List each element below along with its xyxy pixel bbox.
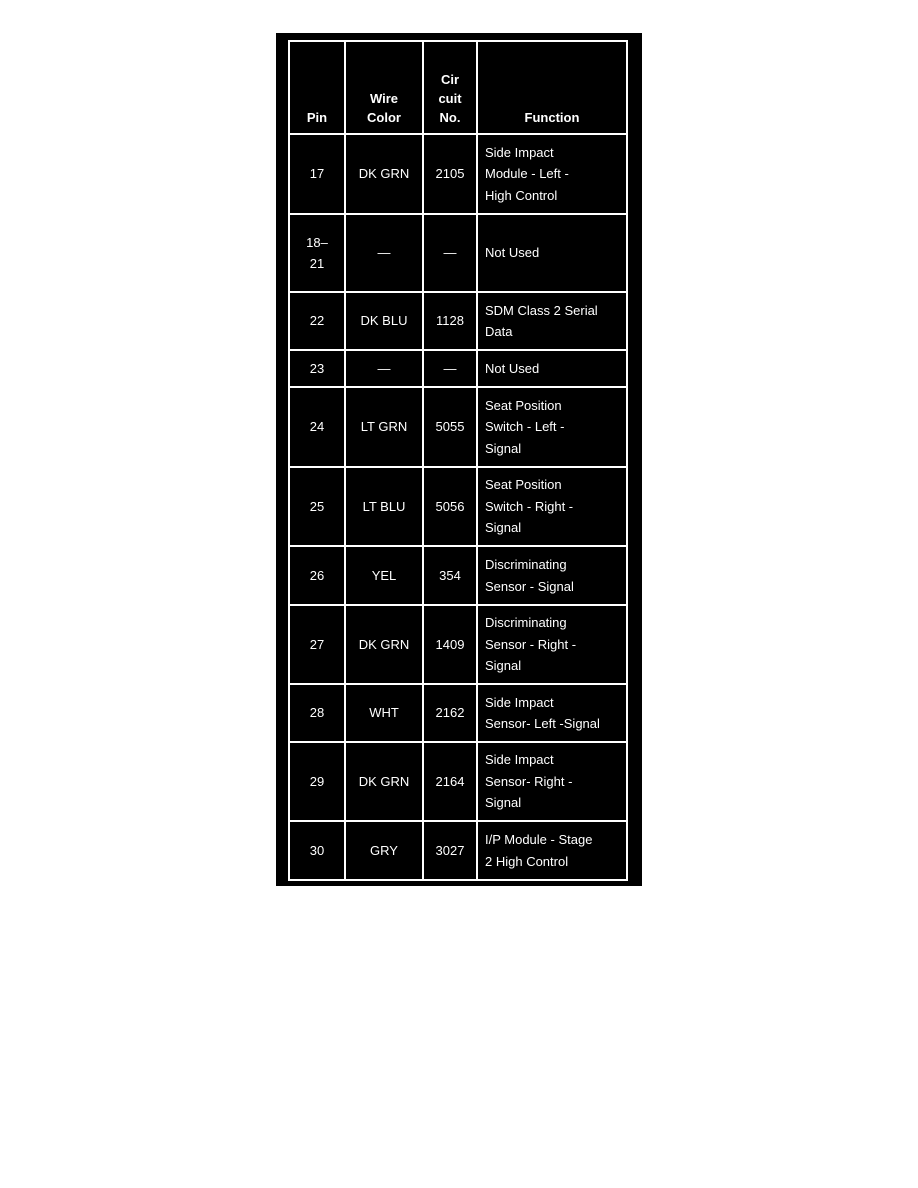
circuit-cell: 5055: [423, 387, 477, 467]
table-row: [289, 821, 627, 880]
function-cell: Not Used: [477, 214, 627, 292]
pin-cell: 23: [289, 350, 345, 387]
pin-cell: 30: [289, 821, 345, 880]
wire-color-cell: GRY: [345, 821, 423, 880]
table-header-row: [289, 41, 627, 134]
pin-cell: 29: [289, 742, 345, 821]
pin-cell: 22: [289, 292, 345, 350]
wire-color-cell: DK GRN: [345, 134, 423, 214]
circuit-cell: 354: [423, 546, 477, 605]
connector-pinout-table: [288, 40, 628, 881]
circuit-cell: 2164: [423, 742, 477, 821]
table-row: [289, 292, 627, 350]
pin-cell: 17: [289, 134, 345, 214]
pin-cell: 24: [289, 387, 345, 467]
table-row: [289, 387, 627, 467]
circuit-cell: 1409: [423, 605, 477, 684]
wire-color-cell: —: [345, 214, 423, 292]
circuit-cell: 3027: [423, 821, 477, 880]
table-row: [289, 546, 627, 605]
function-cell: Discriminating Sensor - Signal: [477, 546, 627, 605]
connector-table-panel: [276, 33, 642, 886]
circuit-cell: 2105: [423, 134, 477, 214]
table-row: [289, 134, 627, 214]
header-wire-color: Wire Color: [345, 41, 423, 134]
circuit-cell: 1128: [423, 292, 477, 350]
circuit-cell: 5056: [423, 467, 477, 546]
wire-color-cell: WHT: [345, 684, 423, 742]
function-cell: Discriminating Sensor - Right - Signal: [477, 605, 627, 684]
circuit-cell: 2162: [423, 684, 477, 742]
circuit-cell: —: [423, 214, 477, 292]
function-cell: Side Impact Sensor- Left -Signal: [477, 684, 627, 742]
table-row: [289, 467, 627, 546]
table-row: [289, 684, 627, 742]
function-cell: Side Impact Module - Left - High Control: [477, 134, 627, 214]
circuit-cell: —: [423, 350, 477, 387]
pin-cell: 28: [289, 684, 345, 742]
function-cell: Seat Position Switch - Left - Signal: [477, 387, 627, 467]
wire-color-cell: —: [345, 350, 423, 387]
wire-color-cell: LT BLU: [345, 467, 423, 546]
pin-cell: 18– 21: [289, 214, 345, 292]
table-row: [289, 350, 627, 387]
function-cell: Not Used: [477, 350, 627, 387]
wire-color-cell: DK BLU: [345, 292, 423, 350]
function-cell: SDM Class 2 Serial Data: [477, 292, 627, 350]
table-row: [289, 605, 627, 684]
function-cell: I/P Module - Stage 2 High Control: [477, 821, 627, 880]
header-circuit-no: Cir cuit No.: [423, 41, 477, 134]
function-cell: Seat Position Switch - Right - Signal: [477, 467, 627, 546]
pin-cell: 25: [289, 467, 345, 546]
function-cell: Side Impact Sensor- Right - Signal: [477, 742, 627, 821]
pin-cell: 26: [289, 546, 345, 605]
header-function: Function: [477, 41, 627, 134]
header-pin: Pin: [289, 41, 345, 134]
wire-color-cell: LT GRN: [345, 387, 423, 467]
wire-color-cell: YEL: [345, 546, 423, 605]
table-row: [289, 742, 627, 821]
table-row: [289, 214, 627, 292]
wire-color-cell: DK GRN: [345, 742, 423, 821]
wire-color-cell: DK GRN: [345, 605, 423, 684]
pin-cell: 27: [289, 605, 345, 684]
